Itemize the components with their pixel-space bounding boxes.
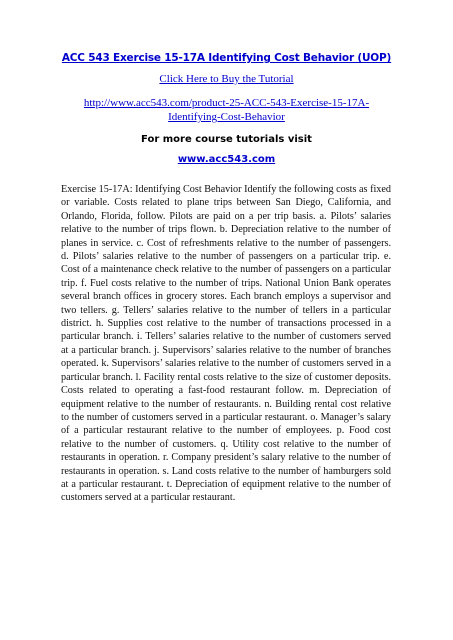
buy-tutorial-link[interactable]: Click Here to Buy the Tutorial xyxy=(159,73,294,85)
more-tutorials-heading: For more course tutorials visit xyxy=(141,134,312,145)
site-link[interactable]: www.acc543.com xyxy=(177,154,276,165)
product-url-link[interactable]: http://www.acc543.com/product-25-ACC-543-Exercise-15-17A-Identifying-Cost-Behavior xyxy=(83,97,370,123)
title-link[interactable]: ACC 543 Exercise 15-17A Identifying Cost Behavior (UOP) xyxy=(61,52,392,64)
exercise-paragraph: Exercise 15-17A: Identifying Cost Behavior Identify the following costs as fixed or variable. Costs related to plane trips between San Diego, California, and Orlando, Florida, follow. Pilots are paid on a per trip basis. a. Pilots’ salaries relative to the number of trips flown. b. Depreciation relative to the number of planes in service. c. Cost of refreshments relative to the number of passengers. d. Pilots’ salaries relative to the number of passengers on a particular trip. e. Cost of a maintenance check relative to the number of passengers on a particular trip. f. Fuel costs relative to the number of trips. National Union Bank operates several branch offices in grocery stores. Each branch employs a supervisor and two tellers. g. Tellers’ salaries relative to the number of tellers in a particular district. h. Supplies cost relative to the number of transactions processed in a particular branch. i. Tellers’ salaries relative to the number of customers served at a particular branch. j. Supervisors’ salaries relative to the number of branches operated. k. Supervisors’ salaries relative to the number of customers served in a particular branch. l. Facility rental costs relative to the size of customer deposits. Costs related to operating a fast-food restaurant follow. m. Depreciation of equipment relative to the number of restaurants. n. Building rental cost relative to the number of customers served in a particular restaurant. o. Manager’s salary of a particular restaurant relative to the number of employees. p. Food cost relative to the number of customers. q. Utility cost relative to the number of restaurants in operation. r. Company president’s salary relative to the number of restaurants in operation. s. Land costs relative to the number of hamburgers sold at a particular restaurant. t. Depreciation of equipment relative to the number of customers served at a particular restaurant. xyxy=(61,184,391,504)
